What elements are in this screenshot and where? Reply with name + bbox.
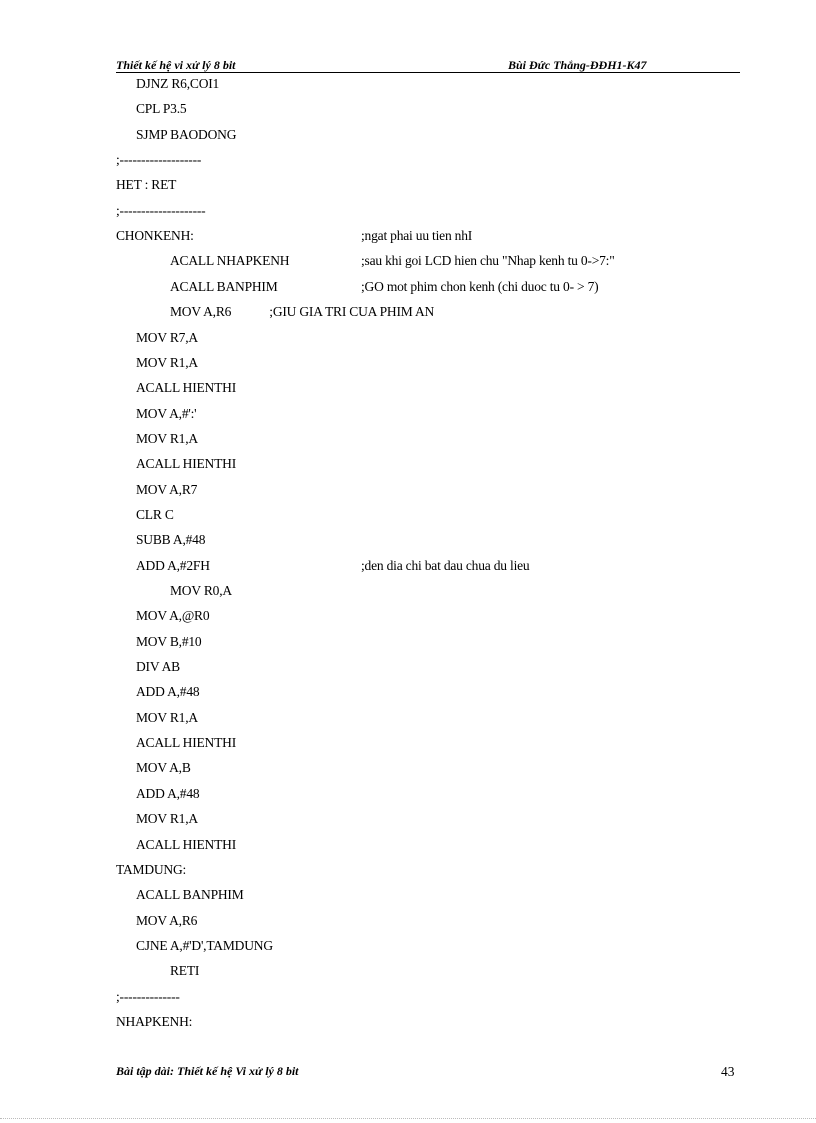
code-line: SUBB A,#48 — [136, 532, 206, 547]
code-line: ;-------------------- — [116, 203, 206, 218]
code-line: CHONKENH: — [116, 228, 194, 243]
code-line: ;------------------- — [116, 152, 202, 167]
code-line: SJMP BAODONG — [136, 127, 237, 142]
code-line: ADD A,#48 — [136, 786, 200, 801]
header-title: Thiết kế hệ vi xử lý 8 bit — [116, 58, 236, 72]
header-author: Bùi Đức Thắng-ĐĐH1-K47 — [508, 58, 647, 72]
code-line: TAMDUNG: — [116, 862, 187, 877]
code-line: ACALL HIENTHI — [136, 837, 237, 852]
code-line: DIV AB — [136, 659, 180, 674]
code-line: MOV A,R6 — [136, 913, 198, 928]
code-line: MOV A,B — [136, 760, 191, 775]
page-header — [116, 58, 740, 73]
code-line: CJNE A,#'D',TAMDUNG — [136, 938, 273, 953]
code-comment: ;sau khi goi LCD hien chu "Nhap kenh tu 0->7:" — [361, 253, 615, 268]
code-line: MOV A,R7 — [136, 482, 198, 497]
code-line: MOV R1,A — [136, 811, 198, 826]
page-number: 43 — [721, 1064, 735, 1079]
code-line: CLR C — [136, 507, 174, 522]
code-line: MOV R1,A — [136, 431, 198, 446]
code-line: ACALL BANPHIM — [136, 887, 244, 902]
code-line: ACALL HIENTHI — [136, 735, 237, 750]
code-line: DJNZ R6,COI1 — [136, 76, 220, 91]
code-line: NHAPKENH: — [116, 1014, 193, 1029]
code-line: MOV A,#':' — [136, 406, 197, 421]
code-line: RETI — [170, 963, 200, 978]
code-line: ACALL HIENTHI — [136, 456, 237, 471]
code-line: ACALL BANPHIM — [170, 279, 278, 294]
code-line: MOV R7,A — [136, 330, 198, 345]
code-line: ADD A,#2FH — [136, 558, 210, 573]
page-edge — [0, 1118, 816, 1119]
code-line: ADD A,#48 — [136, 684, 200, 699]
footer-title: Bài tập dài: Thiết kế hệ Vi xử lý 8 bit — [116, 1064, 299, 1078]
code-line: ACALL NHAPKENH — [170, 253, 290, 268]
code-line: ACALL HIENTHI — [136, 380, 237, 395]
code-line: HET : RET — [116, 177, 177, 192]
code-line: MOV A,@R0 — [136, 608, 210, 623]
code-line: MOV R1,A — [136, 355, 198, 370]
code-comment: ;den dia chi bat dau chua du lieu — [361, 558, 530, 573]
code-comment: ;ngat phai uu tien nhI — [361, 228, 473, 243]
code-line: MOV R1,A — [136, 710, 198, 725]
code-line: CPL P3.5 — [136, 101, 187, 116]
code-line: MOV B,#10 — [136, 634, 202, 649]
code-line: ;-------------- — [116, 989, 180, 1004]
code-comment: ;GO mot phim chon kenh (chi duoc tu 0- > 7) — [361, 279, 599, 294]
code-line: MOV R0,A — [170, 583, 232, 598]
code-line: MOV A,R6 ;GIU GIA TRI CUA PHIM AN — [170, 304, 435, 319]
